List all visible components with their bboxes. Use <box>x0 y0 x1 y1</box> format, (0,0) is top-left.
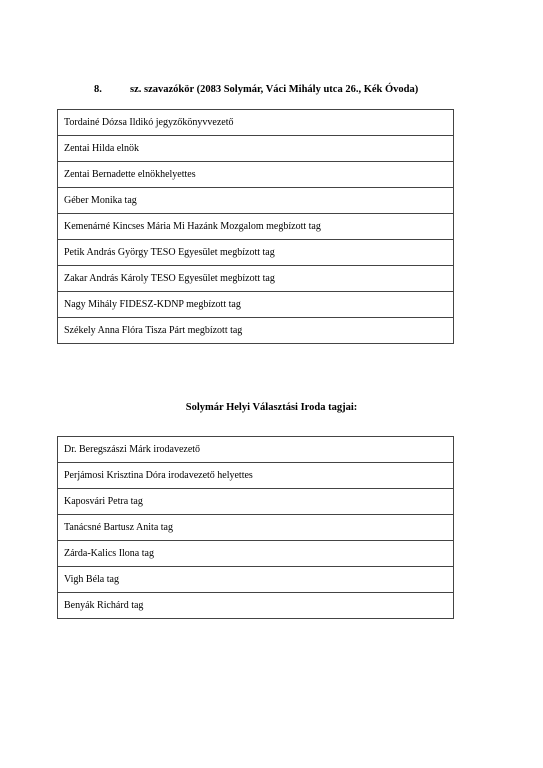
section1-title: sz. szavazókör (2083 Solymár, Váci Mihály utca 26., Kék Óvoda) <box>130 84 419 95</box>
member-cell: Zentai Bernadette elnökhelyettes <box>58 162 454 188</box>
member-cell: Perjámosi Krisztina Dóra irodavezető helyettes <box>58 463 454 489</box>
table-row <box>58 240 454 266</box>
table-row <box>58 593 454 619</box>
table-row <box>58 188 454 214</box>
table-row <box>58 214 454 240</box>
member-cell: Zakar András Károly TESO Egyesület megbízott tag <box>58 266 454 292</box>
table-row <box>58 541 454 567</box>
polling-station-members-table <box>57 109 454 344</box>
table-row <box>58 515 454 541</box>
section1-number: 8. <box>94 84 102 95</box>
member-cell: Vigh Béla tag <box>58 567 454 593</box>
member-cell: Kaposvári Petra tag <box>58 489 454 515</box>
member-cell: Zárda-Kalics Ilona tag <box>58 541 454 567</box>
table-row <box>58 437 454 463</box>
member-cell: Zentai Hilda elnök <box>58 136 454 162</box>
section1-heading <box>94 84 418 95</box>
member-cell: Benyák Richárd tag <box>58 593 454 619</box>
member-cell: Tordainé Dózsa Ildikó jegyzőkönyvvezető <box>58 110 454 136</box>
table-row <box>58 266 454 292</box>
table-row <box>58 567 454 593</box>
table-row <box>58 463 454 489</box>
table-row <box>58 136 454 162</box>
table-row <box>58 489 454 515</box>
member-cell: Petik András György TESO Egyesület megbízott tag <box>58 240 454 266</box>
member-cell: Székely Anna Flóra Tisza Párt megbízott tag <box>58 318 454 344</box>
member-cell: Tanácsné Bartusz Anita tag <box>58 515 454 541</box>
section2-heading: Solymár Helyi Választási Iroda tagjai: <box>185 402 358 413</box>
table-row <box>58 318 454 344</box>
table-row <box>58 110 454 136</box>
member-cell: Nagy Mihály FIDESZ-KDNP megbízott tag <box>58 292 454 318</box>
election-office-members-table <box>57 436 454 619</box>
member-cell: Dr. Beregszászi Márk irodavezető <box>58 437 454 463</box>
table-row <box>58 162 454 188</box>
table-row <box>58 292 454 318</box>
member-cell: Géber Monika tag <box>58 188 454 214</box>
member-cell: Kemenárné Kincses Mária Mi Hazánk Mozgalom megbízott tag <box>58 214 454 240</box>
